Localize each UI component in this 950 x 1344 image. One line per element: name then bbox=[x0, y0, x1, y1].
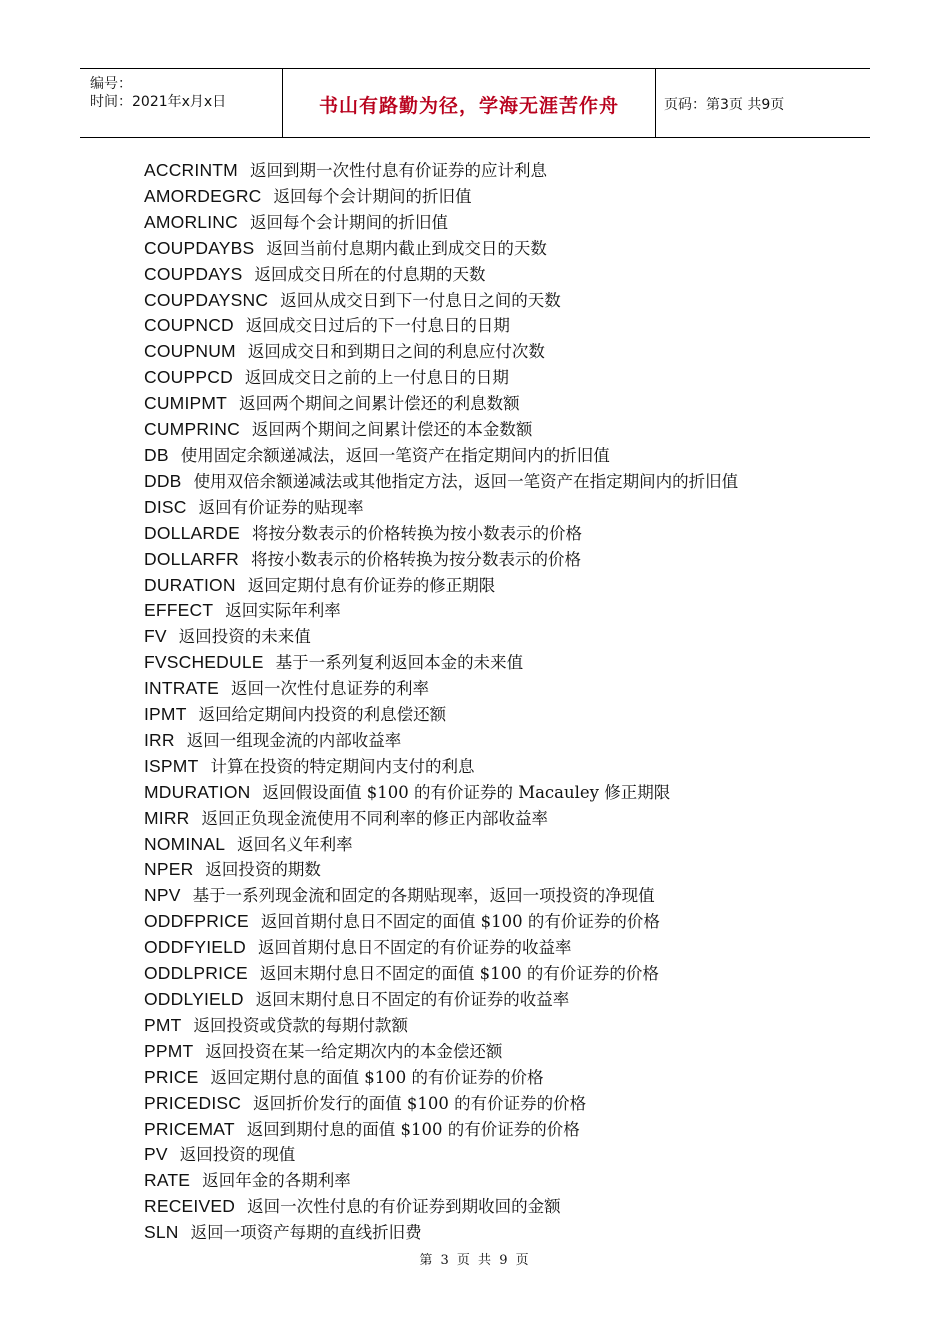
function-name: MDURATION bbox=[144, 781, 251, 802]
function-entry bbox=[144, 1168, 804, 1194]
function-entry bbox=[144, 469, 804, 495]
function-description: 基于一系列现金流和固定的各期贴现率，返回一项投资的净现值 bbox=[192, 886, 655, 906]
function-name: MIRR bbox=[144, 807, 190, 828]
function-entry bbox=[144, 365, 804, 391]
function-description: 将按分数表示的价格转换为按小数表示的价格 bbox=[251, 523, 582, 543]
function-name: PRICE bbox=[144, 1066, 199, 1087]
function-entry bbox=[144, 702, 804, 728]
function-description: 返回一次性付息的有价证券到期收回的金额 bbox=[247, 1197, 561, 1217]
function-description: 返回从成交日到下一付息日之间的天数 bbox=[280, 290, 561, 310]
function-name: COUPDAYS bbox=[144, 263, 243, 284]
function-name: DISC bbox=[144, 496, 187, 517]
function-name: COUPNCD bbox=[144, 315, 234, 336]
function-entry bbox=[144, 1220, 804, 1246]
function-description: 返回首期付息日不固定的有价证券的收益率 bbox=[257, 938, 572, 958]
function-name: SLN bbox=[144, 1222, 179, 1243]
function-entry bbox=[144, 1065, 804, 1091]
function-entry bbox=[144, 158, 804, 184]
function-name: COUPPCD bbox=[144, 367, 233, 388]
function-entry bbox=[144, 262, 804, 288]
function-entry bbox=[144, 806, 804, 832]
function-description: 返回当前付息期内截止到成交日的天数 bbox=[266, 238, 547, 258]
function-name: EFFECT bbox=[144, 600, 214, 621]
function-name: DDB bbox=[144, 470, 182, 491]
function-description: 返回成交日过后的下一付息日的日期 bbox=[245, 316, 510, 336]
date-line: 时间：2021年x月x日 bbox=[90, 94, 227, 110]
function-description: 返回定期付息有价证券的修正期限 bbox=[247, 575, 496, 595]
function-description: 返回投资或贷款的每期付款额 bbox=[193, 1015, 409, 1035]
function-name: IRR bbox=[144, 729, 175, 750]
function-description: 返回首期付息日不固定的面值 $100 的有价证券的价格 bbox=[260, 912, 660, 932]
function-name: ODDFYIELD bbox=[144, 937, 246, 958]
function-description: 使用固定余额递减法，返回一笔资产在指定期间内的折旧值 bbox=[180, 445, 610, 465]
function-description: 返回到期一次性付息有价证券的应计利息 bbox=[249, 161, 547, 180]
function-description: 返回投资在某一给定期次内的本金偿还额 bbox=[205, 1041, 503, 1061]
function-description: 返回投资的未来值 bbox=[178, 627, 311, 647]
function-description: 返回假设面值 $100 的有价证券的 Macauley 修正期限 bbox=[262, 782, 671, 802]
function-name: COUPNUM bbox=[144, 341, 236, 362]
function-entry bbox=[144, 313, 804, 339]
function-description: 返回每个会计期间的折旧值 bbox=[249, 212, 448, 232]
function-name: PRICEMAT bbox=[144, 1118, 235, 1139]
function-description: 返回到期付息的面值 $100 的有价证券的价格 bbox=[246, 1119, 580, 1139]
function-entry bbox=[144, 391, 804, 417]
function-description: 返回成交日所在的付息期的天数 bbox=[254, 264, 486, 284]
function-entry bbox=[144, 184, 804, 210]
function-name: RATE bbox=[144, 1170, 191, 1191]
function-description: 返回实际年利率 bbox=[225, 601, 341, 621]
function-name: PRICEDISC bbox=[144, 1092, 242, 1113]
function-name: ODDLPRICE bbox=[144, 963, 248, 984]
function-description: 返回年金的各期利率 bbox=[202, 1171, 351, 1191]
function-name: DOLLARDE bbox=[144, 522, 240, 543]
function-name: RECEIVED bbox=[144, 1196, 236, 1217]
function-entry bbox=[144, 521, 804, 547]
function-entry bbox=[144, 1013, 804, 1039]
function-name: FVSCHEDULE bbox=[144, 652, 264, 673]
function-entry bbox=[144, 754, 804, 780]
function-description: 返回投资的现值 bbox=[179, 1145, 296, 1165]
function-name: INTRATE bbox=[144, 678, 219, 699]
function-entry bbox=[144, 1142, 804, 1168]
function-description: 返回给定期间内投资的利息偿还额 bbox=[198, 705, 447, 725]
function-name: NPV bbox=[144, 885, 181, 906]
function-description: 返回一组现金流的内部收益率 bbox=[186, 730, 402, 750]
function-entry bbox=[144, 883, 804, 909]
header-motto: 书山有路勤为径，学海无涯苦作舟 bbox=[318, 95, 619, 117]
function-entry bbox=[144, 443, 804, 469]
function-name: ODDLYIELD bbox=[144, 989, 244, 1009]
function-name: CUMPRINC bbox=[144, 419, 240, 440]
page-footer: 第 3 页 共 9 页 bbox=[419, 1253, 531, 1268]
function-description: 返回名义年利率 bbox=[237, 834, 353, 854]
function-description: 返回末期付息日不固定的面值 $100 的有价证券的价格 bbox=[259, 964, 659, 984]
function-name: COUPDAYSNC bbox=[144, 289, 269, 310]
function-entry bbox=[144, 598, 804, 624]
function-description: 返回折价发行的面值 $100 的有价证券的价格 bbox=[253, 1093, 587, 1113]
function-entry bbox=[144, 624, 804, 650]
function-description: 返回正负现金流使用不同利率的修正内部收益率 bbox=[201, 808, 549, 828]
function-description: 返回一次性付息证券的利率 bbox=[230, 679, 429, 699]
function-name: DB bbox=[144, 444, 169, 465]
function-name: PMT bbox=[144, 1014, 182, 1035]
function-name: PV bbox=[144, 1144, 168, 1165]
function-entry bbox=[144, 339, 804, 365]
header-left-cell bbox=[80, 69, 283, 137]
function-entry bbox=[144, 288, 804, 314]
header-page-info: 页码：第3页 共9页 bbox=[664, 97, 785, 113]
function-description: 返回有价证券的贴现率 bbox=[198, 497, 364, 517]
function-name: IPMT bbox=[144, 704, 187, 725]
function-description: 返回每个会计期间的折旧值 bbox=[273, 186, 472, 206]
header-page-cell bbox=[656, 69, 870, 137]
function-description: 返回成交日之前的上一付息日的日期 bbox=[244, 368, 509, 388]
function-entry bbox=[144, 780, 804, 806]
function-description: 返回一项资产每期的直线折旧费 bbox=[190, 1223, 422, 1243]
function-entry bbox=[144, 935, 804, 961]
document-header bbox=[80, 68, 870, 138]
function-name: PPMT bbox=[144, 1040, 194, 1061]
function-name: ACCRINTM bbox=[144, 160, 238, 180]
function-entry bbox=[144, 210, 804, 236]
function-entry bbox=[144, 987, 804, 1013]
header-motto-cell bbox=[283, 69, 656, 137]
function-description: 基于一系列复利返回本金的未来值 bbox=[275, 653, 524, 673]
function-name: AMORLINC bbox=[144, 211, 238, 232]
function-entry bbox=[144, 1117, 804, 1143]
function-description: 返回两个期间之间累计偿还的本金数额 bbox=[251, 420, 533, 440]
function-name: AMORDEGRC bbox=[144, 185, 262, 206]
function-entry bbox=[144, 495, 804, 521]
function-name: ISPMT bbox=[144, 755, 199, 776]
function-entry bbox=[144, 857, 804, 883]
function-entry bbox=[144, 832, 804, 858]
function-entry bbox=[144, 961, 804, 987]
function-entry bbox=[144, 909, 804, 935]
function-description: 计算在投资的特定期间内支付的利息 bbox=[210, 756, 475, 776]
function-name: NOMINAL bbox=[144, 833, 226, 854]
function-list bbox=[144, 158, 804, 1246]
function-entry bbox=[144, 728, 804, 754]
serial-number-label: 编号： bbox=[90, 76, 132, 92]
function-name: NPER bbox=[144, 859, 194, 880]
function-entry bbox=[144, 650, 804, 676]
function-description: 返回投资的期数 bbox=[205, 860, 321, 880]
function-entry bbox=[144, 547, 804, 573]
function-description: 返回成交日和到期日之间的利息应付次数 bbox=[247, 342, 545, 362]
function-description: 返回两个期间之间累计偿还的利息数额 bbox=[239, 394, 520, 414]
function-entry bbox=[144, 1091, 804, 1117]
function-name: CUMIPMT bbox=[144, 393, 228, 414]
function-name: COUPDAYBS bbox=[144, 237, 255, 258]
function-entry bbox=[144, 236, 804, 262]
function-description: 将按小数表示的价格转换为按分数表示的价格 bbox=[250, 549, 581, 569]
function-description: 返回定期付息的面值 $100 的有价证券的价格 bbox=[210, 1067, 544, 1087]
function-description: 使用双倍余额递减法或其他指定方法，返回一笔资产在指定期间内的折旧值 bbox=[193, 471, 739, 491]
function-description: 返回末期付息日不固定的有价证券的收益率 bbox=[255, 990, 570, 1009]
function-entry bbox=[144, 1039, 804, 1065]
function-name: ODDFPRICE bbox=[144, 911, 249, 932]
function-entry bbox=[144, 676, 804, 702]
function-entry bbox=[144, 1194, 804, 1220]
function-name: FV bbox=[144, 626, 167, 647]
function-name: DOLLARFR bbox=[144, 548, 239, 569]
function-entry bbox=[144, 417, 804, 443]
function-entry bbox=[144, 573, 804, 599]
function-name: DURATION bbox=[144, 574, 236, 595]
